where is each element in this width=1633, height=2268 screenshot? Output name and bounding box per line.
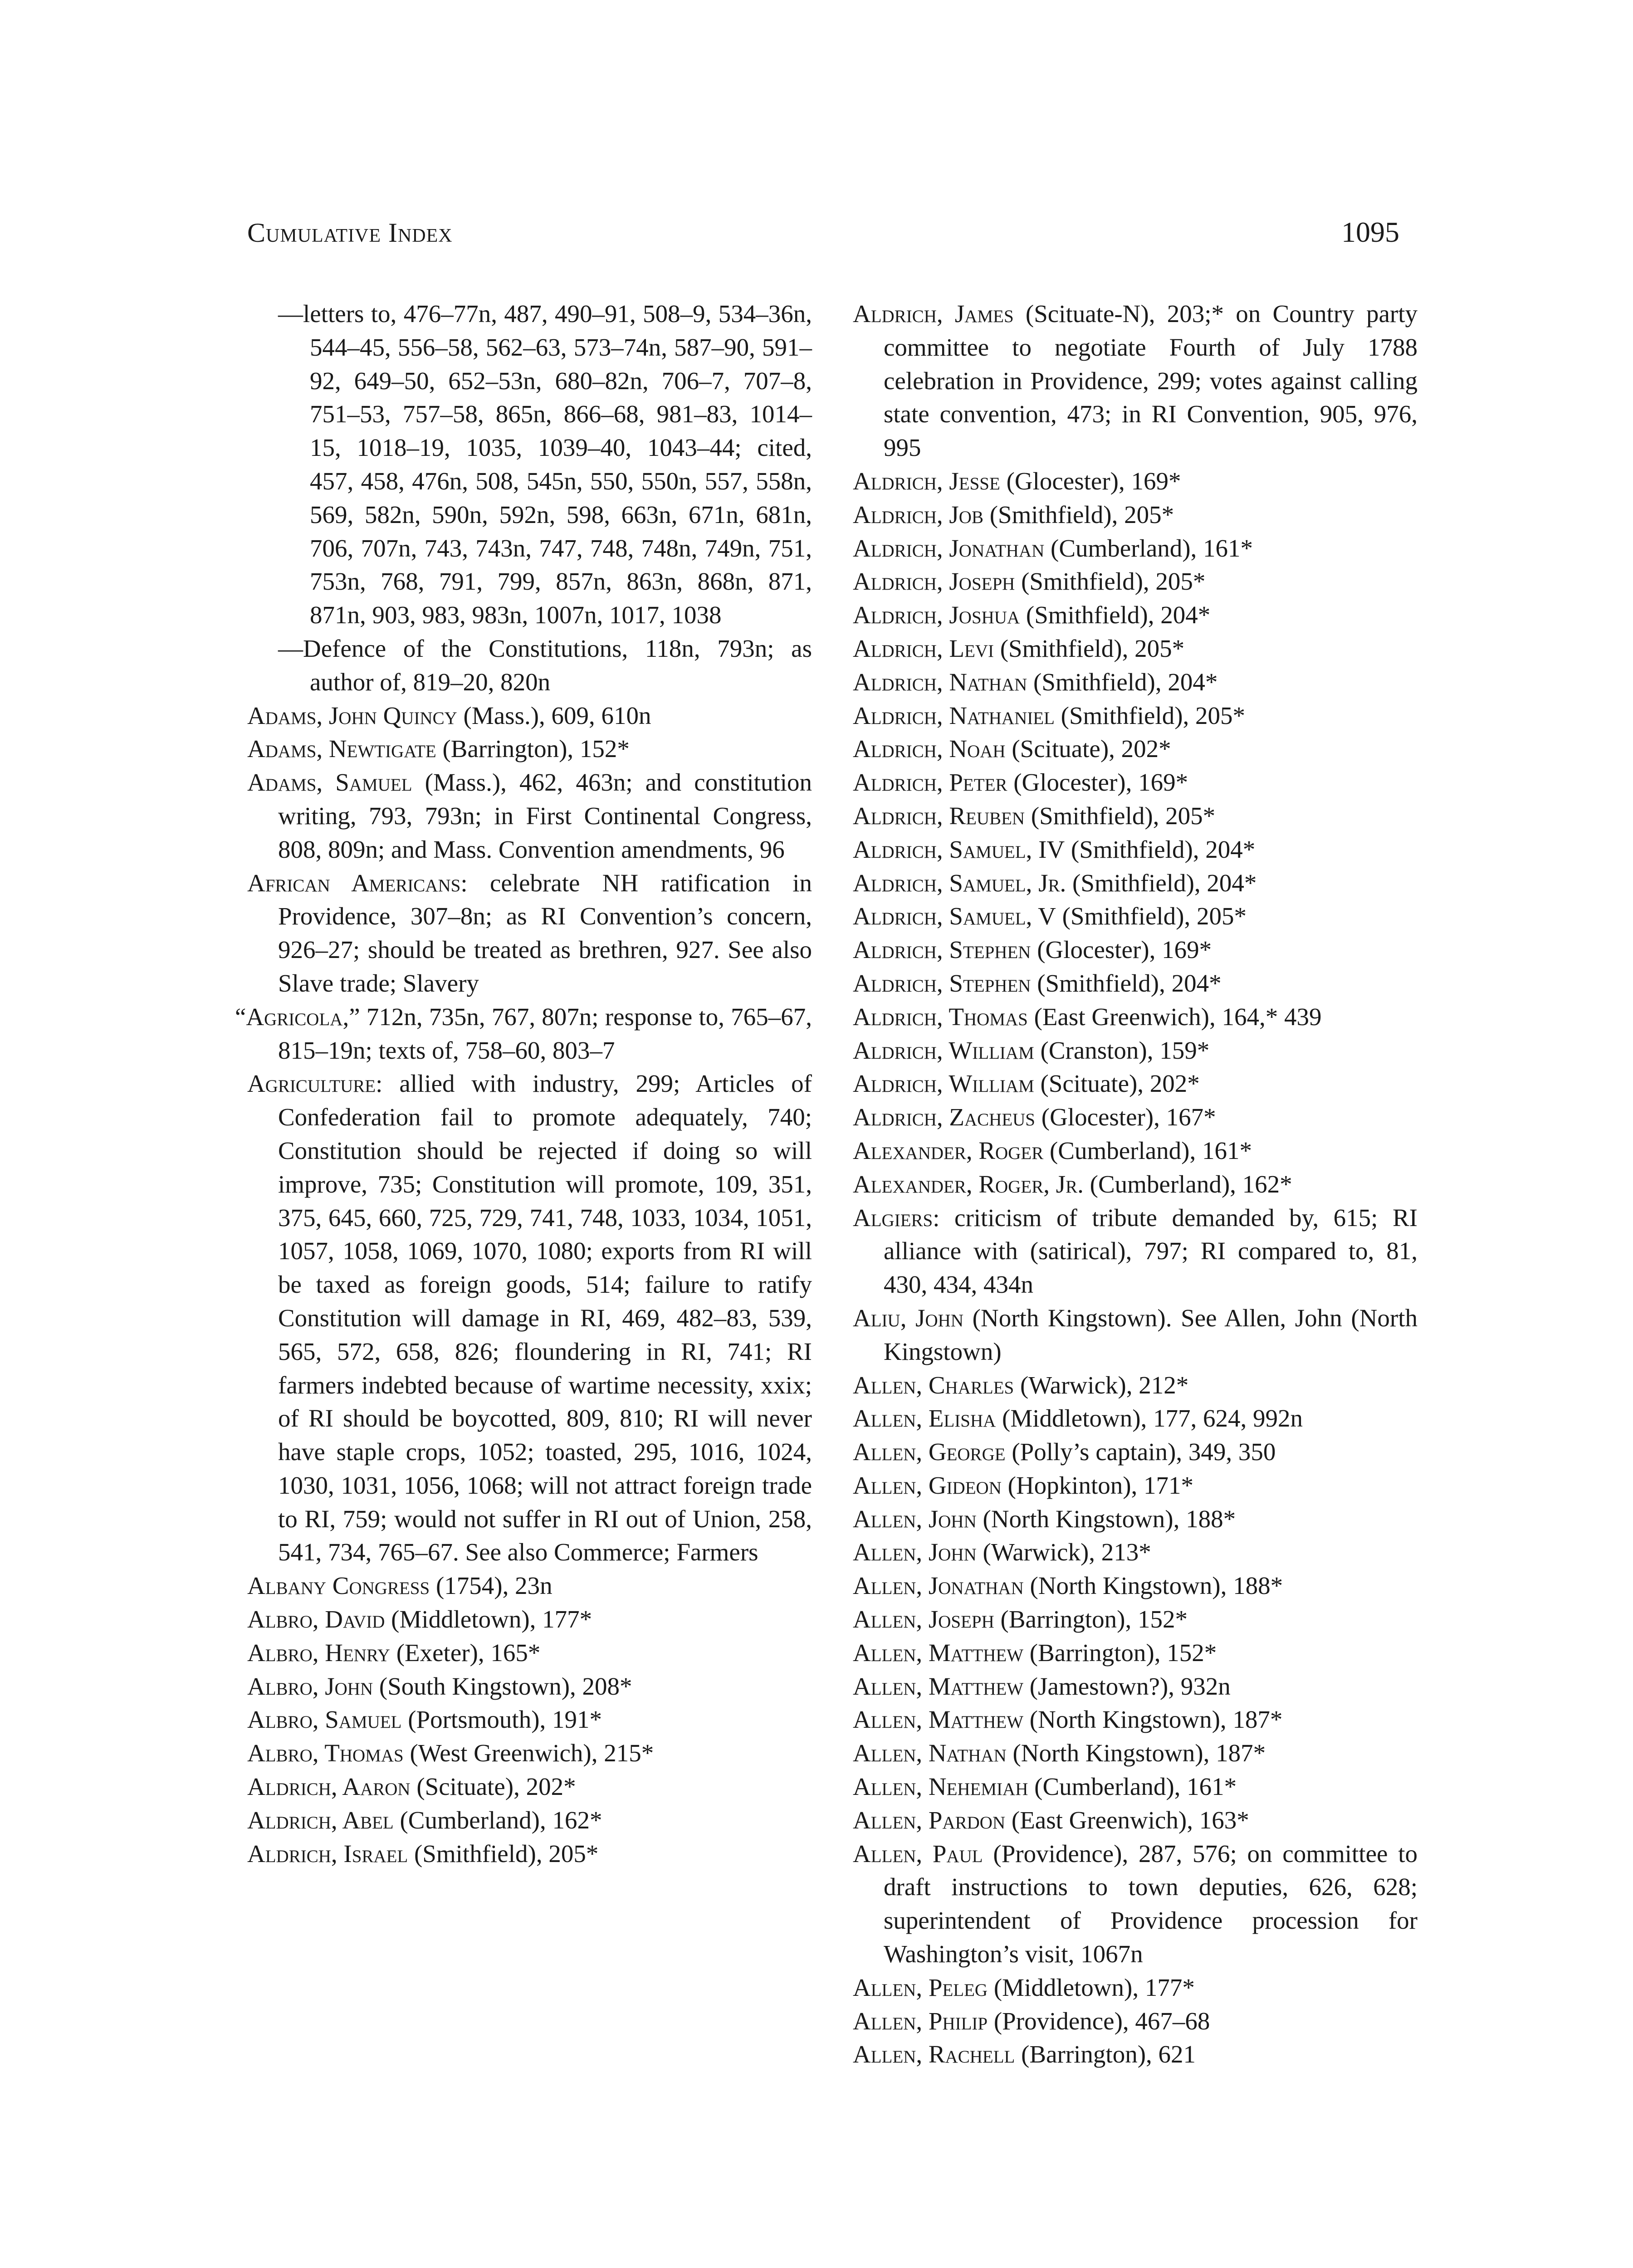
entry-references: (Smithfield), 205*	[983, 500, 1174, 528]
entry-heading: Allen, Matthew	[853, 1638, 1024, 1667]
entry-references: (Smithfield), 205*	[1015, 567, 1206, 596]
index-entry	[853, 1569, 1418, 1603]
entry-heading: Allen, Peleg	[853, 1973, 988, 2001]
entry-references: (Mass.), 609, 610n	[457, 701, 651, 729]
entry-heading: Allen, Nathan	[853, 1739, 1007, 1767]
index-entry	[853, 933, 1418, 967]
index-entry	[853, 766, 1418, 799]
index-entry	[853, 297, 1418, 464]
index-entry	[247, 1837, 812, 1871]
index-entry	[853, 565, 1418, 598]
entry-references: : allied with industry, 299; Articles of Confederation fail to promote adequately, 740; Constitution should be rejected if doing so will improve, 735; Constitution will promote, 109, 351, 375, 645, 660, 725, 729, 741, 748, 1033, 1034, 1051, 1057, 1058, 1069, 1070, 1080; exports from RI will be taxed as foreign goods, 514; failure to ratify Constitution will damage in RI, 469, 482–83, 539, 565, 572, 658, 826; floundering in RI, 741; RI farmers indebted because of wartime necessity, xxix; of RI should be boycotted, 809, 810; RI will never have staple crops, 1052; toasted, 295, 1016, 1024, 1030, 1031, 1056, 1068; will not attract foreign trade to RI, 759; would not suffer in RI out of Union, 258, 541, 734, 765–67. See also Commerce; Farmers	[278, 1070, 812, 1566]
entry-heading: Aldrich, Samuel, Jr.	[853, 869, 1066, 897]
entry-references: : criticism of tribute demanded by, 615; RI alliance with (satirical), 797; RI compared to, 81, 430, 434, 434n	[884, 1203, 1418, 1299]
entry-references: (Smithfield), 204*	[1020, 601, 1211, 629]
entry-heading: “Agricola,”	[235, 1002, 360, 1031]
entry-references: (Middletown), 177, 624, 992n	[996, 1404, 1303, 1432]
index-entry	[853, 498, 1418, 532]
entry-references: (Exeter), 165*	[390, 1638, 541, 1667]
index-entry	[247, 699, 812, 733]
entry-heading: Agriculture	[247, 1070, 376, 1098]
entry-heading: Allen, Philip	[853, 2007, 988, 2035]
index-entry	[853, 1435, 1418, 1469]
entry-heading: Aldrich, Samuel, V	[853, 902, 1056, 930]
index-entry	[853, 665, 1418, 699]
entry-references: (Scituate-N), 203;* on Country party committee to negotiate Fourth of July 1788 celebration in Providence, 299; votes against calling state convention, 473; in RI Convention, 905, 976, 995	[884, 300, 1418, 462]
index-entry	[853, 1971, 1418, 2004]
index-entry	[853, 598, 1418, 632]
index-entry	[247, 1067, 812, 1569]
entry-heading: Allen, Jonathan	[853, 1572, 1024, 1600]
index-entry	[247, 1736, 812, 1770]
entry-references: (Glocester), 167*	[1035, 1103, 1216, 1131]
index-entry	[853, 1736, 1418, 1770]
index-column-left	[235, 297, 812, 1870]
index-entry	[853, 1000, 1418, 1034]
entry-references: (Barrington), 152*	[436, 735, 630, 763]
index-entry	[853, 1402, 1418, 1435]
entry-references: (Providence), 287, 576; on committee to draft instructions to town deputies, 626, 628; superintendent of Providence procession for Washington’s visit, 1067n	[884, 1839, 1418, 1968]
entry-references: (Scituate), 202*	[410, 1773, 576, 1801]
index-entry	[853, 866, 1418, 900]
entry-references: (Smithfield), 204*	[1065, 835, 1256, 863]
entry-heading: Allen, Rachell	[853, 2040, 1015, 2068]
index-entry	[853, 799, 1418, 833]
entry-references: (Cumberland), 162*	[1083, 1170, 1292, 1198]
entry-references: (Smithfield), 205*	[1054, 701, 1246, 729]
entry-heading: Aldrich, James	[853, 300, 1014, 327]
entry-references: (Smithfield), 204*	[1031, 969, 1222, 997]
entry-heading: Albro, Henry	[247, 1638, 390, 1667]
entry-heading: Allen, Joseph	[853, 1605, 994, 1633]
index-entry	[853, 1369, 1418, 1402]
entry-references: (Middletown), 177*	[385, 1605, 592, 1633]
entry-references: (Hopkinton), 171*	[1001, 1471, 1194, 1499]
entry-references: (East Greenwich), 163*	[1005, 1806, 1249, 1834]
entry-heading: Allen, John	[853, 1538, 977, 1566]
index-entry	[247, 1603, 812, 1636]
entry-references: (Providence), 467–68	[988, 2007, 1210, 2035]
index-entry	[247, 1804, 812, 1837]
index-entry	[853, 632, 1418, 665]
entry-references: (South Kingstown), 208*	[373, 1672, 632, 1700]
index-column-right	[853, 297, 1418, 2071]
index-entry	[247, 1569, 812, 1603]
entry-references: (Smithfield), 204*	[1066, 869, 1257, 897]
entry-heading: Aldrich, Thomas	[853, 1002, 1028, 1031]
entry-heading: Aldrich, Joseph	[853, 567, 1015, 596]
entry-heading: Adams, John Quincy	[247, 701, 457, 729]
index-entry	[247, 732, 812, 766]
entry-references: (Barrington), 621	[1015, 2040, 1196, 2068]
entry-references: (West Greenwich), 215*	[403, 1739, 654, 1767]
index-entry	[853, 2004, 1418, 2038]
index-entry	[853, 1636, 1418, 1670]
index-entry	[247, 1703, 812, 1736]
index-entry	[853, 833, 1418, 866]
entry-references: (Warwick), 213*	[976, 1538, 1151, 1566]
entry-references: (Mass.), 462, 463n; and constitution writing, 793, 793n; in First Continental Congress, 808, 809n; and Mass. Convention amendments, 96	[278, 768, 812, 863]
entry-heading: Aldrich, Stephen	[853, 969, 1031, 997]
index-entry	[853, 1034, 1418, 1067]
entry-heading: Aldrich, Levi	[853, 634, 994, 662]
index-entry	[853, 1670, 1418, 1703]
index-entry	[853, 1469, 1418, 1502]
index-entry	[247, 297, 812, 632]
index-entry	[247, 632, 812, 699]
entry-heading: Aldrich, Israel	[247, 1839, 408, 1867]
entry-heading: Algiers	[853, 1203, 933, 1232]
entry-heading: Allen, Matthew	[853, 1706, 1024, 1734]
entry-heading: Allen, Pardon	[853, 1806, 1006, 1834]
entry-heading: Aldrich, Nathan	[853, 668, 1027, 696]
entry-heading: Aldrich, Samuel, IV	[853, 835, 1065, 863]
entry-heading: African Americans	[247, 869, 461, 897]
running-title: Cumulative Index	[247, 218, 453, 248]
entry-references: (East Greenwich), 164,* 439	[1027, 1002, 1322, 1031]
index-entry	[853, 2038, 1418, 2071]
entry-heading: Albro, Samuel	[247, 1706, 402, 1734]
entry-heading: Aliu, John	[853, 1304, 964, 1332]
index-entry	[247, 866, 812, 1000]
index-entry	[853, 1201, 1418, 1301]
index-entry	[853, 1134, 1418, 1168]
entry-heading: Aldrich, Abel	[247, 1806, 394, 1834]
entry-heading: Adams, Samuel	[247, 768, 412, 797]
index-entry	[853, 1502, 1418, 1536]
entry-heading: Aldrich, Noah	[853, 735, 1006, 763]
entry-references: (Smithfield), 204*	[1027, 668, 1218, 696]
entry-heading: Allen, George	[853, 1438, 1006, 1466]
index-entry	[247, 766, 812, 866]
entry-references: (Cumberland), 161*	[1044, 534, 1253, 562]
entry-references: (Middletown), 177*	[988, 1973, 1195, 2001]
entry-references: (North Kingstown), 188*	[976, 1505, 1236, 1533]
entry-heading: Aldrich, Jesse	[853, 467, 1000, 495]
entry-heading: Aldrich, Zacheus	[853, 1103, 1035, 1131]
entry-heading: Allen, Gideon	[853, 1471, 1002, 1499]
entry-heading: Albro, Thomas	[247, 1739, 404, 1767]
entry-references: (Jamestown?), 932n	[1023, 1672, 1231, 1700]
entry-heading: Albro, David	[247, 1605, 385, 1633]
entry-heading: Albro, John	[247, 1672, 373, 1700]
entry-references: (North Kingstown). See Allen, John (North Kingstown)	[884, 1304, 1418, 1365]
index-entry	[853, 1603, 1418, 1636]
entry-references: (Smithfield), 205*	[1025, 802, 1216, 830]
index-entry	[853, 1301, 1418, 1369]
entry-heading: Alexander, Roger, Jr.	[853, 1170, 1084, 1198]
index-entry	[247, 1636, 812, 1670]
entry-heading: Aldrich, Aaron	[247, 1773, 411, 1801]
entry-references: (Smithfield), 205*	[408, 1839, 599, 1867]
entry-heading: Aldrich, Stephen	[853, 936, 1031, 964]
entry-heading: Aldrich, Reuben	[853, 802, 1025, 830]
entry-references: : celebrate NH ratification in Providence, 307–8n; as RI Convention’s concern, 926–27; should be treated as brethren, 927. See also Slave trade; Slavery	[278, 869, 812, 997]
index-entry	[853, 1535, 1418, 1569]
entry-references: (Cumberland), 161*	[1028, 1773, 1237, 1801]
entry-references: (Smithfield), 205*	[993, 634, 1185, 662]
index-entry	[247, 1770, 812, 1804]
index-entry	[853, 967, 1418, 1000]
entry-heading: Aldrich, Peter	[853, 768, 1007, 797]
entry-heading: Allen, Paul	[853, 1839, 983, 1867]
entry-heading: Aldrich, William	[853, 1070, 1034, 1098]
entry-heading: Allen, Nehemiah	[853, 1773, 1028, 1801]
entry-heading: Allen, John	[853, 1505, 977, 1533]
entry-references: (1754), 23n	[430, 1572, 552, 1600]
index-entry	[853, 1804, 1418, 1837]
index-entry	[853, 732, 1418, 766]
entry-references: (Warwick), 212*	[1014, 1371, 1189, 1399]
entry-references: (Scituate), 202*	[1005, 735, 1171, 763]
index-entry	[853, 532, 1418, 565]
entry-references: (Glocester), 169*	[1031, 936, 1212, 964]
index-entry	[853, 1067, 1418, 1100]
entry-references: (North Kingstown), 188*	[1023, 1572, 1283, 1600]
page-header	[247, 215, 1399, 261]
entry-heading: Allen, Elisha	[853, 1404, 996, 1432]
entry-references: (Glocester), 169*	[1007, 768, 1188, 797]
entry-heading: Aldrich, Nathaniel	[853, 701, 1055, 729]
entry-references: 712n, 735n, 767, 807n; response to, 765–67, 815–19n; texts of, 758–60, 803–7	[278, 1002, 812, 1064]
index-entry	[853, 899, 1418, 933]
entry-heading: Aldrich, Job	[853, 500, 983, 528]
index-entry	[853, 1770, 1418, 1804]
entry-references: (Polly’s captain), 349, 350	[1005, 1438, 1276, 1466]
page-number: 1095	[1341, 216, 1399, 248]
index-entry	[853, 1100, 1418, 1134]
entry-references: (Cumberland), 161*	[1043, 1136, 1252, 1164]
entry-references: (Smithfield), 205*	[1056, 902, 1247, 930]
entry-heading: Allen, Matthew	[853, 1672, 1024, 1700]
entry-heading: Allen, Charles	[853, 1371, 1014, 1399]
entry-references: (Barrington), 152*	[1023, 1638, 1217, 1667]
entry-references: (Glocester), 169*	[1000, 467, 1181, 495]
index-entry	[853, 464, 1418, 498]
entry-references: (North Kingstown), 187*	[1006, 1739, 1266, 1767]
index-entry	[853, 1837, 1418, 1971]
entry-references: (Portsmouth), 191*	[401, 1706, 602, 1734]
entry-heading: Aldrich, Joshua	[853, 601, 1020, 629]
entry-heading: Albany Congress	[247, 1572, 430, 1600]
index-entry	[853, 1168, 1418, 1201]
entry-references: (Cranston), 159*	[1034, 1036, 1210, 1064]
entry-references: —Defence of the Constitutions, 118n, 793n; as author of, 819–20, 820n	[278, 634, 812, 696]
index-entry	[247, 1670, 812, 1703]
entry-references: (North Kingstown), 187*	[1023, 1706, 1283, 1734]
index-entry	[853, 699, 1418, 733]
entry-references: (Scituate), 202*	[1034, 1070, 1200, 1098]
entry-heading: Adams, Newtigate	[247, 735, 436, 763]
index-entry	[235, 1000, 812, 1067]
entry-heading: Aldrich, William	[853, 1036, 1034, 1064]
index-entry	[853, 1703, 1418, 1736]
entry-heading: Aldrich, Jonathan	[853, 534, 1045, 562]
entry-references: —letters to, 476–77n, 487, 490–91, 508–9, 534–36n, 544–45, 556–58, 562–63, 573–74n, 587–90, 591–92, 649–50, 652–53n, 680–82n, 706–7, 707–8, 751–53, 757–58, 865n, 866–68, 981–83, 1014–15, 1018–19, 1035, 1039–40, 1043–44; cited, 457, 458, 476n, 508, 545n, 550, 550n, 557, 558n, 569, 582n, 590n, 592n, 598, 663n, 671n, 681n, 706, 707n, 743, 743n, 747, 748, 748n, 749n, 751, 753n, 768, 791, 799, 857n, 863n, 868n, 871, 871n, 903, 983, 983n, 1007n, 1017, 1038	[278, 300, 812, 629]
entry-heading: Alexander, Roger	[853, 1136, 1044, 1164]
entry-references: (Barrington), 152*	[994, 1605, 1188, 1633]
entry-references: (Cumberland), 162*	[393, 1806, 602, 1834]
